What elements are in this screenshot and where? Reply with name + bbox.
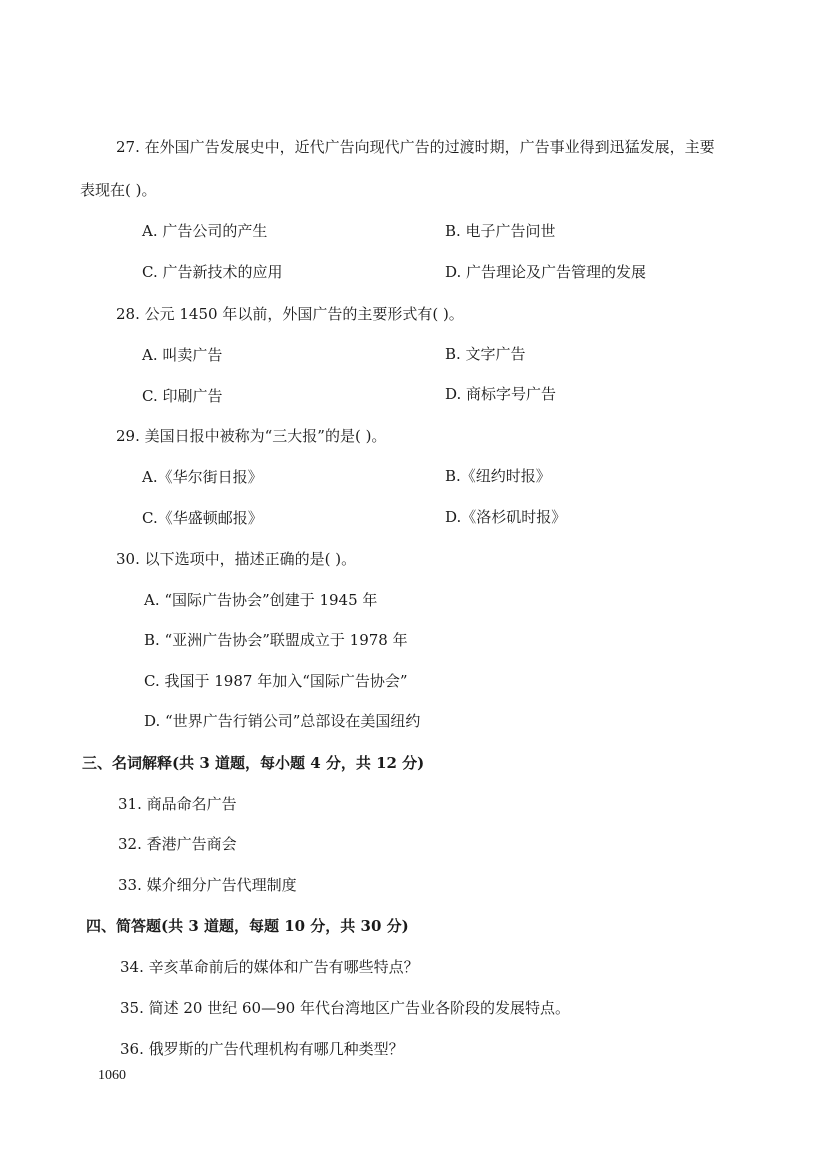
q30-stem: 30. 以下选项中，描述正确的是( )。 (116, 550, 357, 568)
q29-option-d: D.《洛杉矶时报》 (445, 508, 567, 526)
q27-option-c: C. 广告新技术的应用 (142, 263, 283, 281)
q30-option-d: D. “世界广告行销公司”总部设在美国纽约 (144, 712, 421, 730)
q27-option-b: B. 电子广告问世 (445, 222, 556, 240)
section3-item-33: 33. 媒介细分广告代理制度 (118, 876, 297, 894)
section3-item-31: 31. 商品命名广告 (118, 795, 237, 813)
q29-option-a: A.《华尔街日报》 (142, 468, 263, 486)
q27-stem-line2: 表现在( )。 (80, 181, 157, 199)
q28-option-c: C. 印刷广告 (142, 387, 223, 405)
q27-option-a: A. 广告公司的产生 (142, 222, 268, 240)
q27-option-d: D. 广告理论及广告管理的发展 (445, 263, 647, 281)
section3-item-32: 32. 香港广告商会 (118, 835, 237, 853)
q28-stem: 28. 公元 1450 年以前，外国广告的主要形式有( )。 (116, 305, 464, 323)
q28-option-d: D. 商标字号广告 (445, 385, 557, 403)
section4-item-34: 34. 辛亥革命前后的媒体和广告有哪些特点？ (120, 958, 419, 976)
q27-stem-line1: 27. 在外国广告发展史中，近代广告向现代广告的过渡时期，广告事业得到迅猛发展，主要 (116, 138, 715, 156)
section4-heading: 四、简答题(共 3 道题，每题 10 分，共 30 分) (86, 917, 409, 935)
section4-item-36: 36. 俄罗斯的广告代理机构有哪几种类型？ (120, 1040, 404, 1058)
q30-option-c: C. 我国于 1987 年加入“国际广告协会” (144, 672, 408, 690)
section3-heading: 三、名词解释(共 3 道题，每小题 4 分，共 12 分) (82, 754, 425, 772)
q29-option-c: C.《华盛顿邮报》 (142, 509, 263, 527)
q29-stem: 29. 美国日报中被称为“三大报”的是( )。 (116, 427, 387, 445)
q30-option-b: B. “亚洲广告协会”联盟成立于 1978 年 (144, 631, 408, 649)
q28-option-b: B. 文字广告 (445, 345, 526, 363)
page-number: 1060 (98, 1068, 126, 1083)
q30-option-a: A. “国际广告协会”创建于 1945 年 (144, 591, 378, 609)
section4-item-35: 35. 简述 20 世纪 60—90 年代台湾地区广告业各阶段的发展特点。 (120, 999, 570, 1017)
q28-option-a: A. 叫卖广告 (142, 346, 223, 364)
q29-option-b: B.《纽约时报》 (445, 467, 551, 485)
